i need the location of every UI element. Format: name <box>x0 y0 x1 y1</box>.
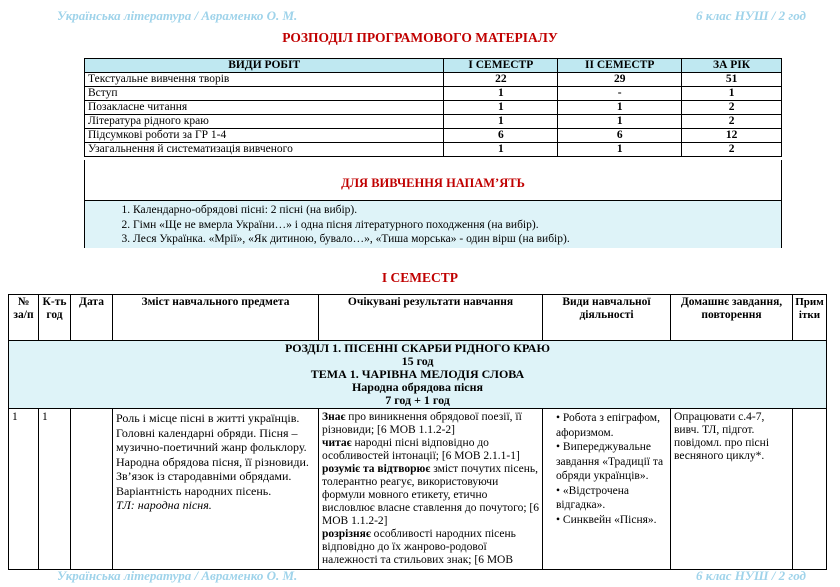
dist-cell: 1 <box>558 115 682 129</box>
dist-cell: 1 <box>444 87 558 101</box>
subtopic-hours: 7 год + 1 год <box>385 393 450 407</box>
dist-cell: Підсумкові роботи за ГР 1-4 <box>85 129 444 143</box>
dist-cell: 1 <box>558 143 682 157</box>
list-item: 2. Гімн «Ще не вмерла України…» і одна пісня літературного походження (на вибір). <box>133 218 781 233</box>
dist-cell: Література рідного краю <box>85 115 444 129</box>
plan-header-date: Дата <box>71 295 113 341</box>
section-title: РОЗДІЛ 1. ПІСЕННІ СКАРБИ РІДНОГО КРАЮ <box>285 341 550 355</box>
distribution-table <box>84 58 782 157</box>
plan-header-hours: К-ть год <box>39 295 71 341</box>
table-row <box>85 115 782 129</box>
memorize-section <box>84 160 782 248</box>
table-row <box>85 87 782 101</box>
result-text: зміст почутих пісень, толерантно реагує, використовуючи формули мовного етикету, етично висловлює власне ставлення до почутого; [6 МОВ 1.1.2-2] <box>322 463 539 527</box>
header-left: Українська література / Авраменко О. М. <box>57 8 298 23</box>
dist-cell: 1 <box>444 115 558 129</box>
dist-cell: 1 <box>558 101 682 115</box>
plan-header-results: Очікувані результати навчання <box>319 295 543 341</box>
plan-header-notes: Примітки <box>793 295 827 341</box>
dist-cell: 6 <box>558 129 682 143</box>
content-term: ТЛ: народна пісня. <box>116 498 212 512</box>
result-text: про виникнення обрядової поезії, її різновиди; [6 МОВ 1.1.2-2] <box>322 411 522 436</box>
table-row <box>85 143 782 157</box>
dist-cell: 1 <box>444 143 558 157</box>
footer-left: Українська література / Авраменко О. М. <box>57 568 298 583</box>
table-row <box>85 101 782 115</box>
list-item: • «Відстрочена відгадка». <box>556 484 667 513</box>
semester-title: І СЕМЕСТР <box>381 270 459 285</box>
list-item: • Синквейн «Пісня». <box>556 513 667 528</box>
dist-cell: 1 <box>682 87 782 101</box>
plan-header-homework: Домашнє завдання, повторення <box>671 295 793 341</box>
dist-cell: 2 <box>682 143 782 157</box>
page-title: РОЗПОДІЛ ПРОГРАМОВОГО МАТЕРІАЛУ <box>282 30 558 45</box>
dist-cell: 22 <box>444 73 558 87</box>
table-row <box>85 73 782 87</box>
page-footer <box>0 568 840 586</box>
row-hours: 1 <box>39 409 71 570</box>
plan-header-content: Зміст навчального предмета <box>113 295 319 341</box>
row-homework: Опрацювати с.4-7, вивч. ТЛ, підгот. повідомл. про пісні весняного циклу*. <box>671 409 793 570</box>
list-item: • Випереджувальне завдання «Традиції та обряди українців». <box>556 440 667 484</box>
topic-title: ТЕМА 1. ЧАРІВНА МЕЛОДІЯ СЛОВА <box>310 367 525 381</box>
section-hours: 15 год <box>401 354 434 368</box>
row-date <box>71 409 113 570</box>
dist-cell: 1 <box>444 101 558 115</box>
dist-cell: 2 <box>682 101 782 115</box>
dist-cell: Вступ <box>85 87 444 101</box>
dist-cell: Текстуальне вивчення творів <box>85 73 444 87</box>
dist-cell: Узагальнення й систематизація вивченого <box>85 143 444 157</box>
dist-cell: 29 <box>558 73 682 87</box>
list-item: 3. Леся Українка. «Мрії», «Як дитиною, бувало…», «Тиша морська» - один вірш (на вибір). <box>133 232 781 247</box>
result-text: народні пісні відповідно до особливостей інтонації; [6 МОВ 2.1.1-1] <box>322 437 520 462</box>
memorize-title: ДЛЯ ВИВЧЕННЯ НАПАМ’ЯТЬ <box>341 176 525 190</box>
list-item: • Робота з епіграфом, афоризмом. <box>556 411 667 440</box>
memorize-list <box>85 203 781 247</box>
header-right: 6 клас НУШ / 2 год <box>695 8 806 23</box>
dist-header: ІІ СЕМЕСТР <box>558 59 682 73</box>
list-item: 1. Календарно-обрядові пісні: 2 пісні (на вибір). <box>133 203 781 218</box>
plan-header-num: № за/п <box>9 295 39 341</box>
row-notes <box>793 409 827 570</box>
dist-header: ЗА РІК <box>682 59 782 73</box>
subtopic-title: Народна обрядова пісня <box>351 380 484 394</box>
row-results <box>319 409 543 570</box>
dist-cell: 12 <box>682 129 782 143</box>
result-verb: Знає <box>322 411 346 423</box>
table-row <box>85 129 782 143</box>
result-text: особливості народних пісень відповідно до їх жанрово-родової належності та стильових знак; [6 МОВ <box>322 528 516 566</box>
table-row <box>9 409 827 570</box>
dist-cell: 51 <box>682 73 782 87</box>
dist-cell: Позакласне читання <box>85 101 444 115</box>
plan-table <box>8 294 827 570</box>
page-header <box>0 8 840 26</box>
row-content <box>113 409 319 570</box>
row-activities <box>543 409 671 570</box>
dist-header: І СЕМЕСТР <box>444 59 558 73</box>
dist-cell: 6 <box>444 129 558 143</box>
result-verb: читає <box>322 437 352 449</box>
row-num: 1 <box>9 409 39 570</box>
dist-cell: 2 <box>682 115 782 129</box>
result-verb: розуміє та відтворює <box>322 463 431 475</box>
content-text: Роль і місце пісні в житті українців. Головні календарні обряди. Пісня – музично-поетичний жанр фольклору. Народна обрядова пісня, її різновиди. Зв’язок із стародавніми обрядами. Варіантність народних пісень. <box>116 411 309 498</box>
plan-header-activities: Види навчальної діяльності <box>543 295 671 341</box>
dist-cell: - <box>558 87 682 101</box>
dist-header: ВИДИ РОБІТ <box>85 59 444 73</box>
footer-right: 6 клас НУШ / 2 год <box>695 568 806 583</box>
result-verb: розрізняє <box>322 528 371 540</box>
section-row <box>9 341 827 409</box>
